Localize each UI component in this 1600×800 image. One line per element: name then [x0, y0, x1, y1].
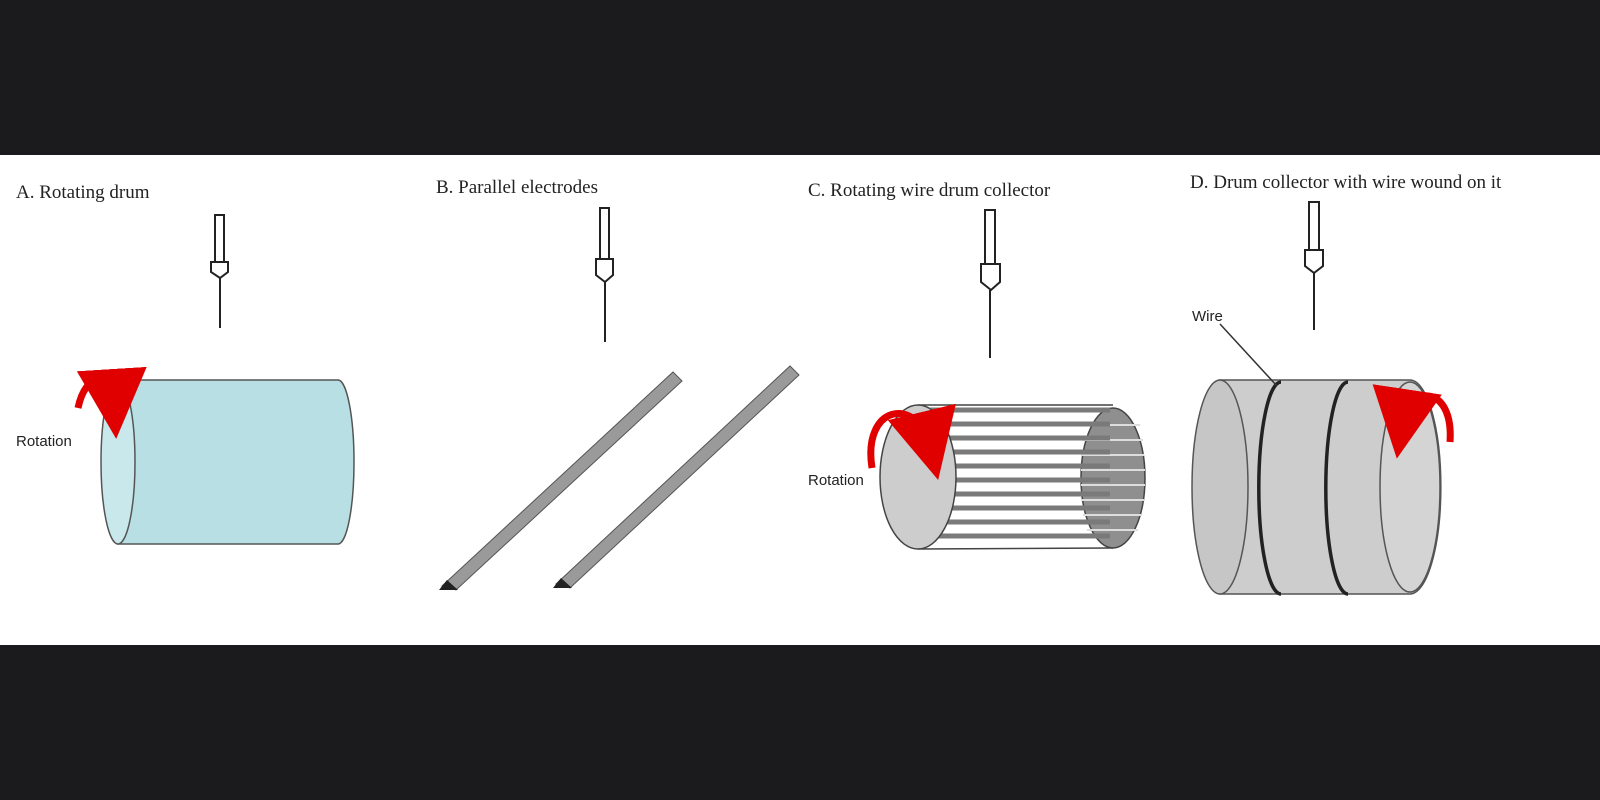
panel-d-wire-label: Wire: [1192, 308, 1223, 325]
panel-d-wire-pointer: [1220, 324, 1277, 386]
panel-d: [1190, 172, 1502, 594]
panel-b-electrode-right: [553, 366, 799, 588]
panel-c: [808, 180, 1145, 549]
panel-a-drum: [101, 380, 354, 544]
panel-b-needle: [596, 208, 613, 342]
panel-b-title: B. Parallel electrodes: [436, 177, 598, 198]
panel-a-rotation-label: Rotation: [16, 433, 72, 450]
panel-a-needle: [211, 215, 228, 328]
panel-d-needle: [1305, 202, 1323, 330]
panel-b: [436, 177, 799, 590]
panel-c-title: C. Rotating wire drum collector: [808, 180, 1051, 201]
panel-d-title: D. Drum collector with wire wound on it: [1190, 172, 1502, 193]
panel-c-rotation-label: Rotation: [808, 472, 864, 489]
panel-a: [16, 182, 354, 544]
panel-c-needle: [981, 210, 1000, 358]
panel-a-title: A. Rotating drum: [16, 182, 150, 203]
panel-b-electrode-left: [439, 372, 682, 590]
